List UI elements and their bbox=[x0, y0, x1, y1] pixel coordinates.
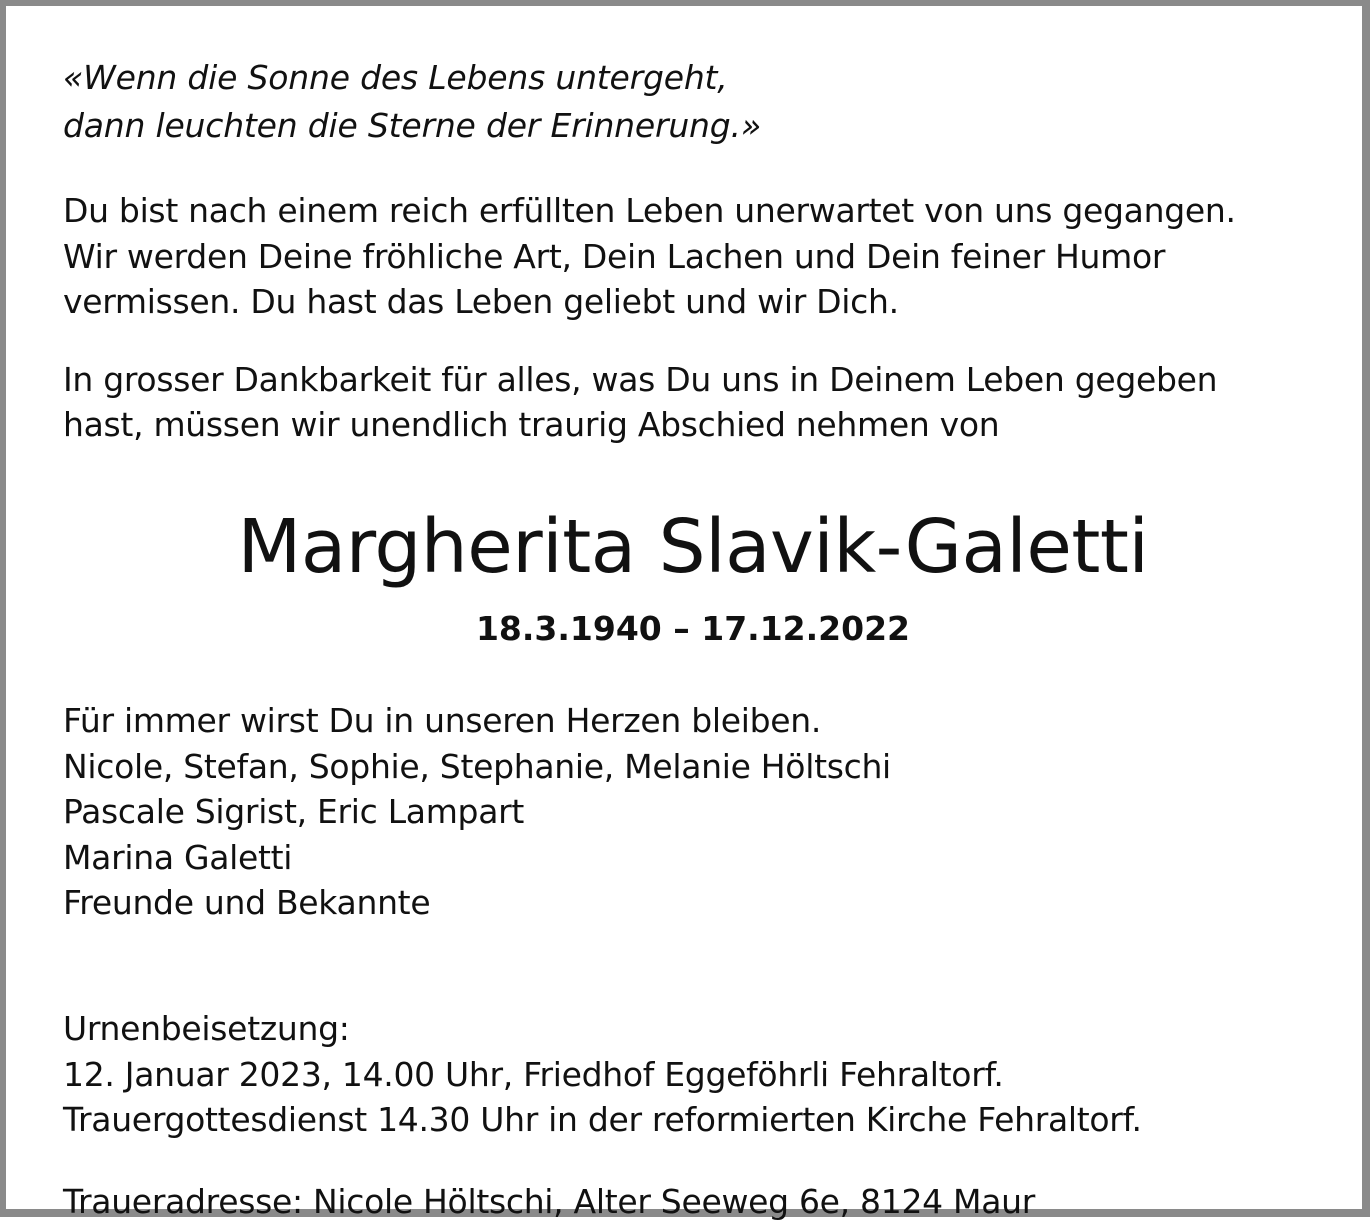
opening-quote bbox=[63, 54, 1333, 150]
quote-line-1: «Wenn die Sonne des Lebens untergeht, bbox=[63, 58, 728, 97]
life-dates: 18.3.1940 – 17.12.2022 bbox=[475, 609, 911, 648]
farewell-line-3: vermissen. Du hast das Leben geliebt und wir Dich. bbox=[63, 282, 899, 321]
mourners-line: Nicole, Stefan, Sophie, Stephanie, Melanie Höltschi bbox=[63, 746, 891, 786]
service-line: Trauergottesdienst 14.30 Uhr in der reformierten Kirche Fehraltorf. bbox=[63, 1100, 1142, 1139]
burial-line: 12. Januar 2023, 14.00 Uhr, Friedhof Eggeföhrli Fehraltorf. bbox=[63, 1054, 1004, 1094]
farewell-line-1: Du bist nach einem reich erfüllten Leben unerwartet von uns gegangen. bbox=[63, 191, 1236, 230]
deceased-name: Margherita Slavik-Galetti bbox=[237, 504, 1149, 590]
address-line: Traueradresse: Nicole Höltschi, Alter Seeweg 6e, 8124 Maur bbox=[63, 1182, 1036, 1221]
mourners-line: Freunde und Bekannte bbox=[63, 883, 431, 922]
gratitude-paragraph bbox=[63, 357, 1333, 448]
mourners-line: Pascale Sigrist, Eric Lampart bbox=[63, 792, 525, 831]
mourners-line: Für immer wirst Du in unseren Herzen bleiben. bbox=[63, 701, 822, 740]
quote-line-2: dann leuchten die Sterne der Erinnerung.» bbox=[63, 106, 761, 145]
gratitude-line-2: hast, müssen wir unendlich traurig Abschied nehmen von bbox=[63, 405, 1000, 444]
farewell-line-2: Wir werden Deine fröhliche Art, Dein Lachen und Dein feiner Humor bbox=[63, 236, 1166, 276]
mourners-line: Marina Galetti bbox=[63, 837, 293, 877]
burial-details bbox=[63, 1006, 1333, 1143]
burial-heading: Urnenbeisetzung: bbox=[63, 1009, 350, 1048]
obituary-content bbox=[63, 54, 1333, 1221]
mourning-address bbox=[63, 1179, 1333, 1225]
mourners-list bbox=[63, 698, 1333, 926]
gratitude-line-1: In grosser Dankbarkeit für alles, was Du uns in Deinem Leben gegeben bbox=[63, 359, 1218, 399]
farewell-paragraph bbox=[63, 188, 1333, 325]
